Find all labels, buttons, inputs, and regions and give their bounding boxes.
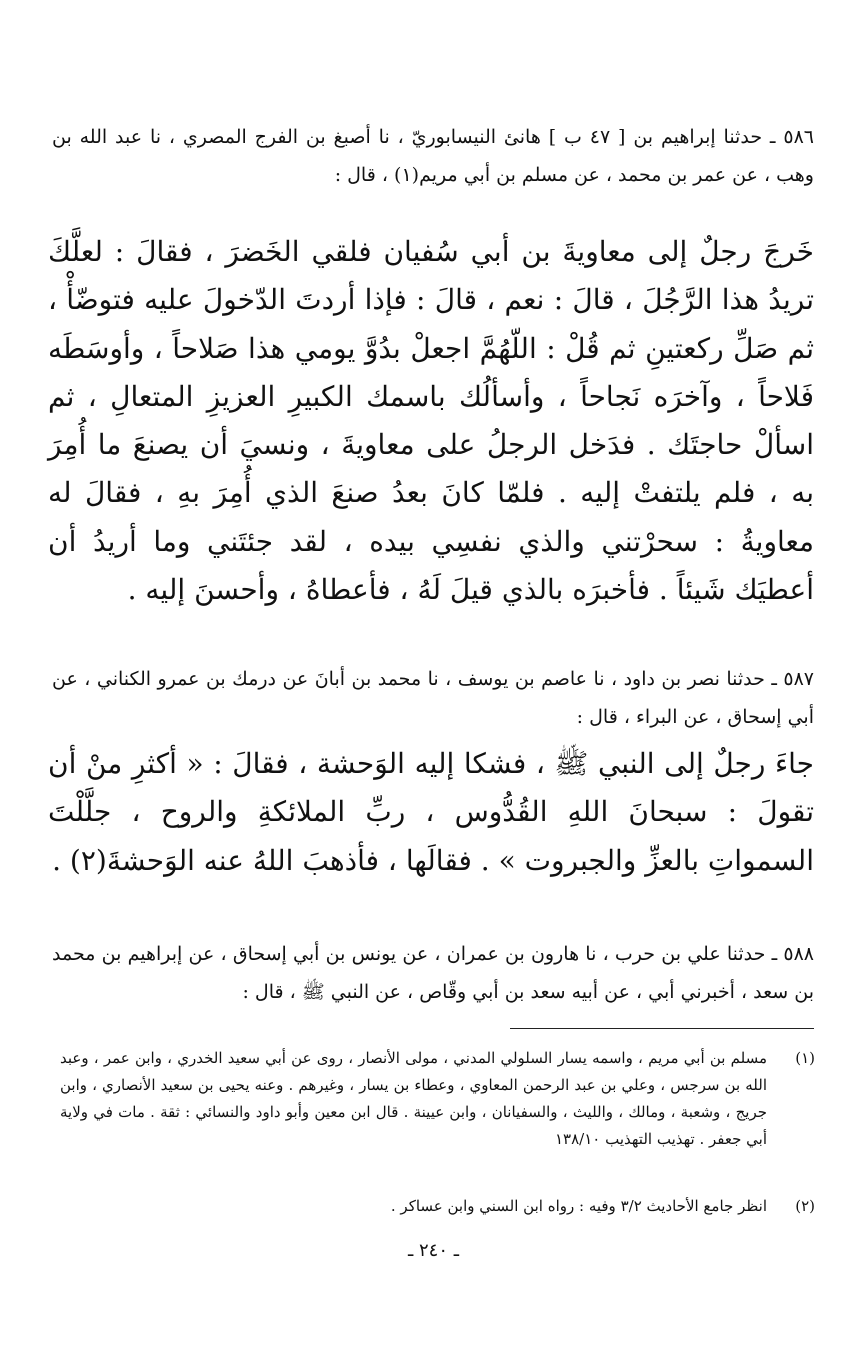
footnote-2-text: انظر جامع الأحاديث ٣/٢ وفيه : رواه ابن السني وابن عساكر . <box>390 1197 767 1215</box>
hadith-588-isnad: ٥٨٨ ـ حدثنا علي بن حرب ، نا هارون بن عمران ، عن يونس بن أبي إسحاق ، عن إبراهيم بن محمد بن سعد ، أخبرني أبي ، عن أبيه سعد بن أبي وقّاص ، عن النبي ﷺ ، قال : <box>52 943 814 1003</box>
hadith-587-isnad: ٥٨٧ ـ حدثنا نصر بن داود ، نا عاصم بن يوسف ، نا محمد بن أبانَ عن درمك بن عمرو الكناني ، عن أبي إسحاق ، عن البراء ، قال : <box>52 668 814 728</box>
footnote-1-number: (١) <box>795 1049 815 1067</box>
footnote-1 <box>60 1045 815 1153</box>
hadith-587-matn: جاءَ رجلٌ إلى النبي ﷺ ، فشكا إليه الوَحشة ، فقالَ : « أكثرِ منْ أن تقولَ : سبحانَ اللهِ القُدُّوس ، ربِّ الملائكةِ والروح ، جلَّلْتَ السمواتِ بالعزِّ والجبروت » . فقالَها ، فأذهبَ اللهُ عنه الوَحشةَ(٢) . <box>48 747 814 877</box>
footnote-1-text: مسلم بن أبي مريم ، واسمه يسار السلولي المدني ، مولى الأنصار ، روى عن أبي سعيد الخدري ، وابن عمر ، وعبد الله بن سرجس ، وعلي بن عبد الرحمن المعاوي ، وعطاء بن يسار ، وغيرهم . وعنه يحيى بن سعيد الأنصاري ، وابن جريج ، وشعبة ، ومالك ، والليث ، والسفيانان ، وابن عيينة . قال ابن معين وأبو داود والنسائي : ثقة . مات في ولاية أبي جعفر . تهذيب التهذيب ١٣٨/١٠ <box>60 1049 767 1148</box>
page-number: ـ ٢٤٠ ـ <box>407 1240 459 1261</box>
hadith-586-isnad: ٥٨٦ ـ حدثنا إبراهيم بن [ ٤٧ ب ] هانئ النيسابوريّ ، نا أصبغ بن الفرج المصري ، نا عبد الله بن وهب ، عن عمر بن محمد ، عن مسلم بن أبي مريم(١) ، قال : <box>52 126 814 186</box>
footnote-separator <box>510 1028 814 1029</box>
hadith-586-matn: خَرجَ رجلٌ إلى معاويةَ بن أبي سُفيان فلقي الخَضرَ ، فقالَ : لعلَّكَ تريدُ هذا الرَّجُلَ ، قالَ : نعم ، قالَ : فإذا أردتَ الدّخولَ عليه فتوضّأْ ، ثم صَلِّ ركعتينِ ثم قُلْ : اللّهُمَّ اجعلْ بدُوَّ يومي هذا صَلاحاً ، وأوسَطَه فَلاحاً ، وآخرَه نَجاحاً ، وأسألُك باسمك الكبيرِ العزيزِ المتعالِ ، ثم اسألْ حاجتَك . فدَخل الرجلُ على معاويةَ ، ونسيَ أن يصنعَ ما أُمِرَ به ، فلم يلتفتْ إليه . فلمّا كانَ بعدُ صنعَ الذي أُمِرَ بهِ ، فقالَ له معاويةُ : سحرْتني والذي نفسِي بيده ، لقد جئتَني وما أريدُ أن أعطيَك شَيئاً . فأخبرَه بالذي قيلَ لَهُ ، فأعطاهُ ، وأحسنَ إليه . <box>48 235 815 607</box>
footnote-2-number: (٢) <box>795 1197 815 1215</box>
footnote-2 <box>60 1193 815 1220</box>
